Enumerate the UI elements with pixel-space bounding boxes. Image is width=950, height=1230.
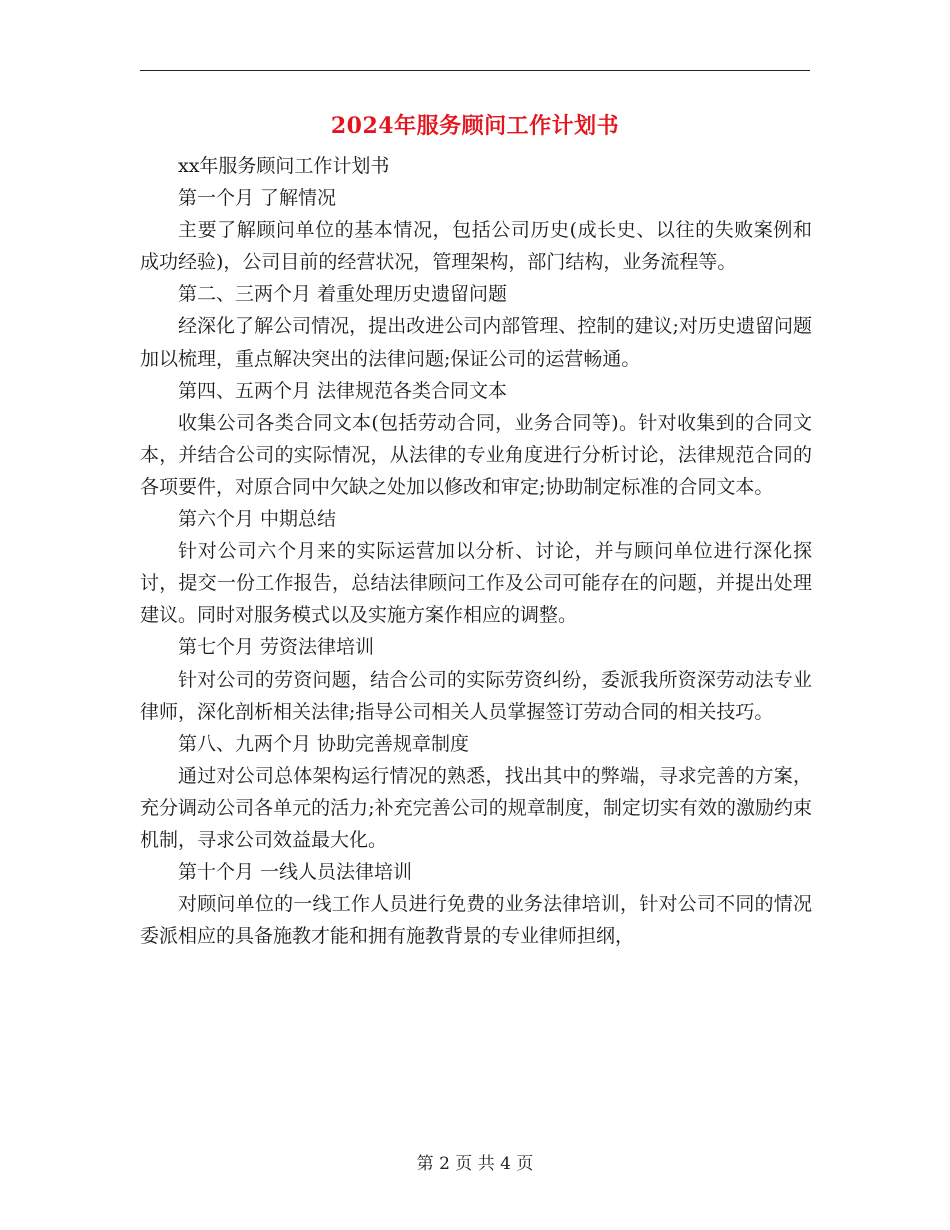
paragraph: 针对公司的劳资问题，结合公司的实际劳资纠纷，委派我所资深劳动法专业律师，深化剖析相关法律;指导公司相关人员掌握签订劳动合同的相关技巧。 xyxy=(140,668,812,723)
document-body xyxy=(140,150,812,952)
section-heading: 第四、五两个月 法律规范各类合同文本 xyxy=(178,379,508,402)
paragraph: 通过对公司总体架构运行情况的熟悉，找出其中的弊端，寻求完善的方案，充分调动公司各单元的活力;补充完善公司的规章制度，制定切实有效的激励约束机制，寻求公司效益最大化。 xyxy=(140,764,812,851)
paragraph: 针对公司六个月来的实际运营加以分析、讨论，并与顾问单位进行深化探讨，提交一份工作报告，总结法律顾问工作及公司可能存在的问题，并提出处理建议。同时对服务模式以及实施方案作相应的调整。 xyxy=(140,540,812,627)
section-heading: 第六个月 中期总结 xyxy=(178,508,337,531)
paragraph: 对顾问单位的一线工作人员进行免费的业务法律培训，针对公司不同的情况委派相应的具备施教才能和拥有施教背景的专业律师担纲， xyxy=(140,893,812,948)
header-rule xyxy=(140,70,810,71)
paragraph-subtitle: xx年服务顾问工作计划书 xyxy=(178,155,390,177)
paragraph: 经深化了解公司情况，提出改进公司内部管理、控制的建议;对历史遗留问题加以梳理，重点解决突出的法律问题;保证公司的运营畅通。 xyxy=(140,315,812,370)
section-heading: 第一个月 了解情况 xyxy=(178,187,337,210)
paragraph: 收集公司各类合同文本(包括劳动合同，业务合同等)。针对收集到的合同文本，并结合公司的实际情况，从法律的专业角度进行分析讨论，法律规范合同的各项要件，对原合同中欠缺之处加以修改和审定;协助制定标准的合同文本。 xyxy=(140,411,812,498)
section-heading: 第十个月 一线人员法律培训 xyxy=(178,861,413,884)
section-heading: 第七个月 劳资法律培训 xyxy=(178,636,375,659)
page-number-footer: 第 2 页 共 4 页 xyxy=(416,1154,534,1174)
document-title: 2024年服务顾问工作计划书 xyxy=(330,113,620,139)
section-heading: 第二、三两个月 着重处理历史遗留问题 xyxy=(178,283,508,306)
paragraph: 主要了解顾问单位的基本情况，包括公司历史(成长史、以往的失败案例和成功经验)，公司目前的经营状况，管理架构，部门结构，业务流程等。 xyxy=(140,219,812,274)
section-heading: 第八、九两个月 协助完善规章制度 xyxy=(178,732,470,755)
